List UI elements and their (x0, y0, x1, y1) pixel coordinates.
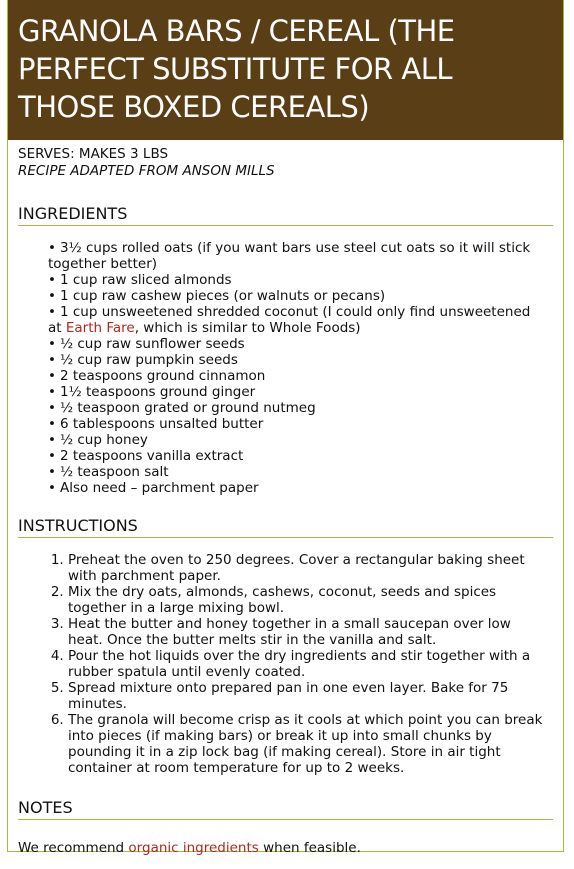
bullet-icon: • (48, 336, 56, 352)
recipe-title: GRANOLA BARS / CEREAL (THE PERFECT SUBSTITUTE FOR ALL THOSE BOXED CEREALS) (18, 14, 455, 124)
ingredient-item: • ½ cup raw pumpkin seeds (48, 352, 238, 368)
ingredient-item: • 1 cup raw cashew pieces (or walnuts or pecans) (48, 288, 386, 304)
ingredient-item: • Also need – parchment paper (48, 480, 259, 496)
adapted-text: RECIPE ADAPTED FROM ANSON MILLS (18, 163, 275, 179)
bullet-icon: • (48, 272, 56, 288)
organic-ingredients-link[interactable]: organic ingredients (128, 840, 259, 856)
bullet-icon: • (48, 464, 56, 480)
bullet-icon: • (48, 240, 56, 256)
ingredient-item: • ½ teaspoon salt (48, 464, 169, 480)
recipe-content (8, 140, 563, 856)
bullet-icon: • (48, 384, 56, 400)
bullet-icon: • (48, 448, 56, 464)
bullet-icon: • (48, 416, 56, 432)
ingredient-item: • ½ cup honey (48, 432, 148, 448)
ingredient-item: • 1½ teaspoons ground ginger (48, 384, 256, 400)
ingredient-item: • ½ teaspoon grated or ground nutmeg (48, 400, 316, 416)
earth-fare-link[interactable]: Earth Fare (65, 320, 135, 336)
ingredient-item: • 1 cup raw sliced almonds (48, 272, 232, 288)
instruction-step: 5. Spread mixture onto prepared pan in one even layer. Bake for 75 minutes. (68, 680, 545, 712)
instructions-list (18, 552, 553, 776)
ingredient-item: • ½ cup raw sunflower seeds (48, 336, 245, 352)
instruction-step: 2. Mix the dry oats, almonds, cashews, coconut, seeds and spices together in a large mixing bowl. (68, 584, 545, 616)
ingredient-item: • 2 teaspoons ground cinnamon (48, 368, 266, 384)
bullet-icon: • (48, 480, 56, 496)
recipe-header (8, 0, 563, 140)
recipe-meta (18, 146, 553, 180)
instruction-step: 6. The granola will become crisp as it cools at which point you can break into pieces (if making bars) or break it up into small chunks by pounding it in a zip lock bag (if making cereal). Store in air tight container at room temperature for up to 2 weeks. (68, 712, 545, 776)
instruction-step: 4. Pour the hot liquids over the dry ingredients and stir together with a rubber spatula until evenly coated. (68, 648, 545, 680)
bullet-icon: • (48, 288, 56, 304)
bullet-icon: • (48, 304, 56, 320)
instructions-heading: INSTRUCTIONS (18, 516, 553, 538)
instruction-step: 3. Heat the butter and honey together in a small saucepan over low heat. Once the butter melts stir in the vanilla and salt. (68, 616, 545, 648)
ingredients-heading: INGREDIENTS (18, 204, 553, 226)
ingredient-item: • 6 tablespoons unsalted butter (48, 416, 264, 432)
bullet-icon: • (48, 400, 56, 416)
notes-heading: NOTES (18, 798, 553, 820)
bullet-icon: • (48, 352, 56, 368)
ingredient-item: • 2 teaspoons vanilla extract (48, 448, 244, 464)
ingredient-item: • 1 cup unsweetened shredded coconut (I could only find unsweetened at Earth Fare, which is similar to Whole Foods) (48, 304, 531, 336)
instruction-step: 1. Preheat the oven to 250 degrees. Cover a rectangular baking sheet with parchment paper. (68, 552, 545, 584)
bullet-icon: • (48, 432, 56, 448)
notes-text: We recommend organic ingredients when feasible. (18, 840, 361, 856)
ingredients-list (18, 240, 553, 496)
recipe-card (7, 0, 564, 856)
bullet-icon: • (48, 368, 56, 384)
serves-text: SERVES: MAKES 3 LBS (18, 146, 169, 162)
ingredient-item: • 3½ cups rolled oats (if you want bars use steel cut oats so it will stick together better) (48, 240, 531, 272)
